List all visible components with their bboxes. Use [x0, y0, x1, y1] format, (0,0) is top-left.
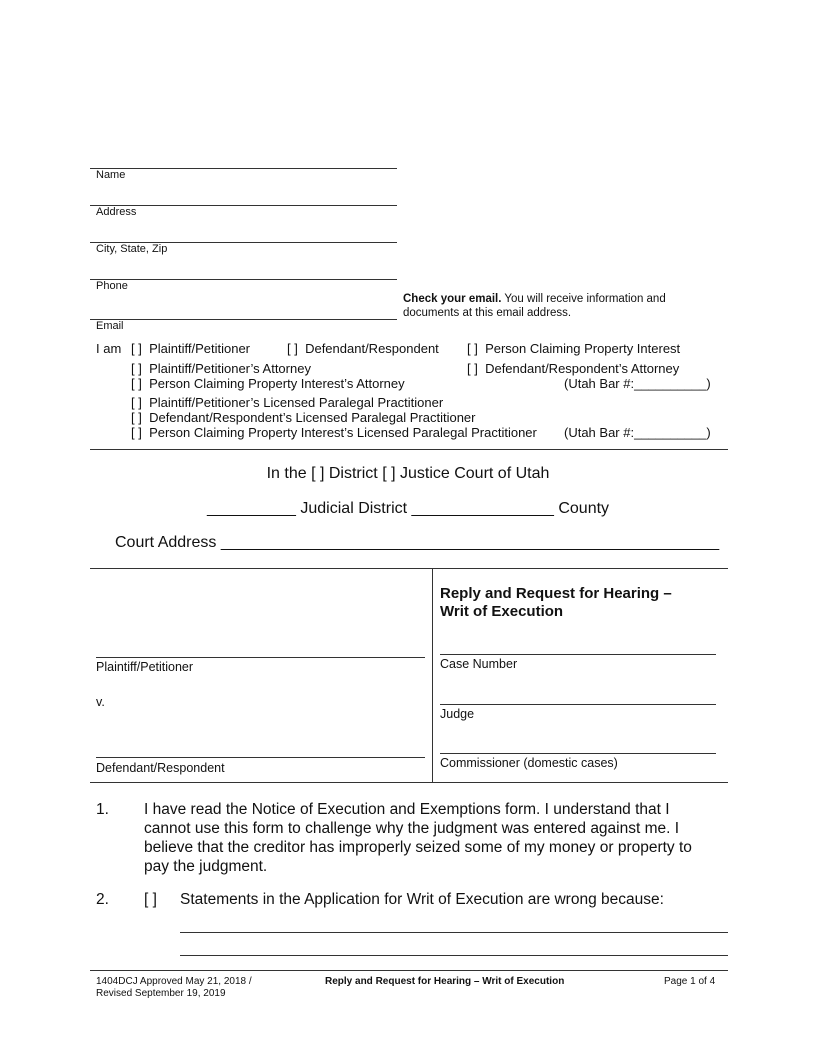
email-line[interactable]	[90, 319, 397, 320]
role-label: Defendant/Respondent	[305, 341, 439, 356]
checkbox[interactable]: [ ]	[467, 341, 478, 356]
item-1-number: 1.	[96, 801, 109, 818]
checkbox[interactable]: [ ]	[467, 361, 478, 376]
email-note-bold: Check your email.	[403, 293, 502, 305]
role-label: Defendant/Respondent’s Licensed Paralegal Practitioner	[149, 410, 476, 425]
role-defendant-attorney[interactable]	[467, 361, 679, 376]
city-label: City, State, Zip	[96, 243, 168, 255]
i-am-label: I am	[96, 341, 122, 356]
document-title	[440, 585, 672, 621]
email-note	[403, 292, 666, 320]
role-plaintiff[interactable]	[131, 341, 250, 356]
role-label: Defendant/Respondent’s Attorney	[485, 361, 680, 376]
defendant-label: Defendant/Respondent	[96, 761, 225, 775]
name-line[interactable]	[90, 168, 397, 169]
role-property-attorney[interactable]	[131, 376, 405, 391]
email-note-rest: You will receive information and	[501, 293, 666, 305]
role-label: Person Claiming Property Interest’s Licensed Paralegal Practitioner	[149, 425, 537, 440]
email-label: Email	[96, 320, 124, 332]
document-title-line1: Reply and Request for Hearing –	[440, 585, 672, 602]
checkbox[interactable]: [ ]	[131, 425, 142, 440]
checkbox[interactable]: [ ]	[131, 341, 142, 356]
item-1-line: cannot use this form to challenge why the judgment was entered against me. I	[144, 820, 680, 837]
role-defendant-lpp[interactable]	[131, 410, 476, 425]
form-id-line1: 1404DCJ Approved May 21, 2018 /	[96, 976, 252, 987]
item-1-text	[144, 800, 692, 876]
footer-divider	[90, 970, 728, 971]
commissioner-line[interactable]	[440, 753, 716, 754]
utah-bar-number-1[interactable]: (Utah Bar #:__________)	[564, 376, 711, 391]
role-label: Plaintiff/Petitioner’s Licensed Paralegal Practitioner	[149, 395, 444, 410]
caption-bottom-border	[90, 782, 728, 783]
role-label: Plaintiff/Petitioner’s Attorney	[149, 361, 311, 376]
role-label: Person Claiming Property Interest’s Attorney	[149, 376, 405, 391]
item-2-text: Statements in the Application for Writ of Execution are wrong because:	[180, 891, 664, 908]
case-number-label: Case Number	[440, 657, 518, 671]
role-label: Person Claiming Property Interest	[485, 341, 681, 356]
phone-label: Phone	[96, 280, 128, 292]
checkbox[interactable]: [ ]	[131, 376, 142, 391]
role-label: Plaintiff/Petitioner	[149, 341, 251, 356]
item-1-line: believe that the creditor has improperly seized some of my money or property to	[144, 839, 692, 856]
role-plaintiff-attorney[interactable]	[131, 361, 311, 376]
checkbox[interactable]: [ ]	[131, 395, 142, 410]
form-id-line2: Revised September 19, 2019	[96, 988, 226, 999]
form-id	[96, 976, 252, 1000]
page-number: Page 1 of 4	[664, 976, 716, 987]
item-2-answer-line[interactable]	[180, 955, 728, 956]
item-1-line: pay the judgment.	[144, 858, 268, 875]
plaintiff-line[interactable]	[96, 657, 425, 658]
judicial-district-county[interactable]: __________ Judicial District ________________ County	[206, 500, 610, 517]
role-property[interactable]	[467, 341, 680, 356]
utah-bar-number-2[interactable]: (Utah Bar #:__________)	[564, 425, 711, 440]
document-title-line2: Writ of Execution	[440, 603, 564, 620]
role-plaintiff-lpp[interactable]	[131, 395, 443, 410]
commissioner-label: Commissioner (domestic cases)	[440, 756, 618, 770]
email-note-line2: documents at this email address.	[403, 307, 572, 319]
defendant-line[interactable]	[96, 757, 425, 758]
item-2-checkbox[interactable]: [ ]	[144, 891, 157, 908]
phone-line[interactable]	[90, 279, 397, 280]
court-address[interactable]	[115, 534, 719, 552]
plaintiff-label: Plaintiff/Petitioner	[96, 660, 194, 674]
checkbox[interactable]: [ ]	[131, 410, 142, 425]
judge-line[interactable]	[440, 704, 716, 705]
checkbox[interactable]: [ ]	[287, 341, 298, 356]
item-2-answer-line[interactable]	[180, 932, 728, 933]
case-number-line[interactable]	[440, 654, 716, 655]
caption-divider	[432, 568, 433, 782]
name-label: Name	[96, 169, 126, 181]
court-type-line[interactable]: In the [ ] District [ ] Justice Court of Utah	[266, 465, 550, 482]
caption-top-border	[90, 568, 728, 569]
judge-label: Judge	[440, 707, 475, 721]
role-property-lpp[interactable]	[131, 425, 537, 440]
item-1-line: I have read the Notice of Execution and Exemptions form. I understand that I	[144, 801, 670, 818]
divider	[90, 449, 728, 450]
checkbox[interactable]: [ ]	[131, 361, 142, 376]
versus: v.	[96, 695, 105, 709]
role-defendant[interactable]	[287, 341, 439, 356]
address-label: Address	[96, 206, 137, 218]
item-2-number: 2.	[96, 891, 109, 908]
footer-title: Reply and Request for Hearing – Writ of Execution	[325, 976, 565, 987]
court-address-label: Court Address	[115, 534, 217, 551]
court-address-field[interactable]: ________________________________________________________	[220, 534, 720, 551]
